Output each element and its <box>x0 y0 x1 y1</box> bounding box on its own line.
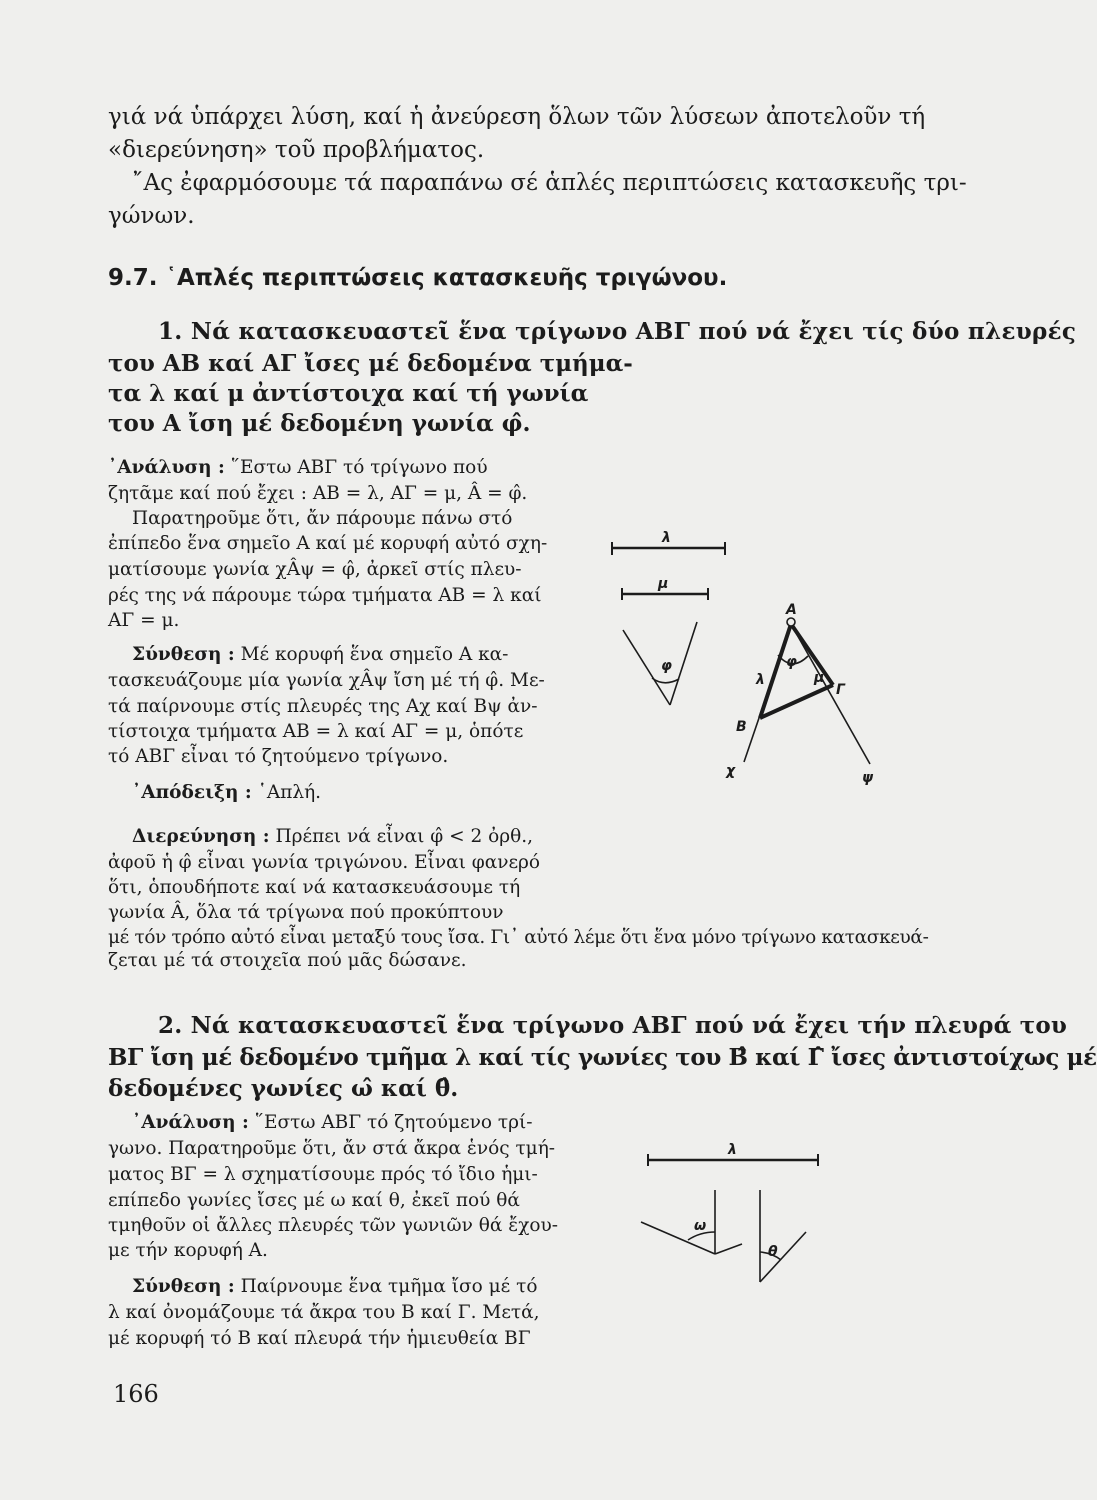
problem1-discussion-line: ζεται μέ τά στοιχεῖα πού μᾶς δώσανε. <box>108 950 467 971</box>
problem2-statement-line: δεδομένες γωνίες ω̂ καί θ̂. <box>108 1075 459 1102</box>
intro-line: γώνων. <box>108 203 195 229</box>
problem1-synthesis-line: Σύνθεση : Μέ κορυφή ἕνα σημεῖο Α κα- <box>132 644 509 665</box>
label-omega: ω <box>694 1218 707 1234</box>
label-mu-triangle: μ <box>814 670 825 686</box>
problem1-discussion-line: Διερεύνηση : Πρέπει νά εἶναι φ̂ < 2 ὀρθ., <box>132 826 534 847</box>
label-x: χ <box>726 763 736 779</box>
problem1-analysis-line: ᾿Ανάλυση : ῞Εστω ΑΒΓ τό τρίγωνο πού <box>108 457 488 478</box>
problem2-statement-line: ΒΓ ἴση μέ δεδομένο τμῆμα λ καί τίς γωνίες του Β̂ καί Γ̂ ἴσες ἀντιστοίχως μέ <box>108 1044 1097 1071</box>
problem1-synthesis-line: τίστοιχα τμήματα ΑΒ = λ καί ΑΓ = μ, ὁπότε <box>108 721 524 742</box>
problem1-synthesis-line: τασκευάζουμε μία γωνία χÂψ ἴση μέ τή φ̂. Με- <box>108 670 545 691</box>
problem2-synthesis-line: λ καί ὀνομάζουμε τά ἄκρα του Β καί Γ. Μετά, <box>108 1302 540 1323</box>
label-theta: θ <box>768 1244 778 1260</box>
angle-theta-side <box>760 1232 806 1282</box>
problem1-statement-line: τα λ καί μ ἀντίστοιχα καί τή γωνία <box>108 380 589 407</box>
label-B: Β <box>736 719 747 735</box>
label-lambda-2: λ <box>728 1142 737 1158</box>
problem1-proof-line: ᾿Απόδειξη : ῾Απλή. <box>132 782 322 803</box>
label-lambda-triangle: λ <box>756 672 765 688</box>
problem1-discussion-line: ἀφοῦ ἡ φ̂ εἶναι γωνία τριγώνου. Εἶναι φανερό <box>108 852 541 873</box>
analysis-label: ᾿Ανάλυση : <box>108 457 225 478</box>
angle-omega-tail <box>715 1244 742 1254</box>
problem1-statement-line: 1. Νά κατασκευαστεῖ ἕνα τρίγωνο ΑΒΓ πού νά ἔχει τίς δύο πλευρές <box>158 318 1077 345</box>
label-phi-triangle: φ <box>786 654 797 670</box>
problem1-statement-line: του Α ἴση μέ δεδομένη γωνία φ̂. <box>108 410 531 437</box>
label-psi: ψ <box>862 770 874 786</box>
page-number: 166 <box>113 1380 159 1408</box>
label-A: Α <box>786 602 797 618</box>
problem2-analysis-line: ματος ΒΓ = λ σχηματίσουμε πρός τό ἴδιο ἡμι- <box>108 1164 538 1185</box>
problem2-synthesis-line: Σύνθεση : Παίρνουμε ἕνα τμῆμα ἴσο μέ τό <box>132 1276 538 1297</box>
problem2-analysis-line: επίπεδο γωνίες ἴσες μέ ω καί θ, ἐκεῖ πού θά <box>108 1190 520 1211</box>
problem2-analysis-line: ᾿Ανάλυση : ῞Εστω ΑΒΓ τό ζητούμενο τρί- <box>132 1112 533 1133</box>
synthesis-label: Σύνθεση : <box>132 1276 235 1297</box>
problem2-analysis-line: με τήν κορυφή Α. <box>108 1240 268 1261</box>
label-G: Γ <box>836 682 845 698</box>
problem1-analysis-line: ζητᾶμε καί πού ἔχει : ΑΒ = λ, ΑΓ = μ, Â = φ̂. <box>108 483 528 504</box>
label-lambda: λ <box>662 530 671 546</box>
problem1-discussion-line: μέ τόν τρόπο αὐτό εἶναι μεταξύ τους ἴσα. Γι᾿ αὐτό λέμε ὅτι ἕνα μόνο τρίγωνο κατασκευά- <box>108 927 929 948</box>
problem2-analysis-line: γωνο. Παρατηροῦμε ὅτι, ἄν στά ἄκρα ἑνός τμή- <box>108 1138 556 1159</box>
problem1-synthesis-line: τό ΑΒΓ εἶναι τό ζητούμενο τρίγωνο. <box>108 746 449 767</box>
problem2-analysis-line: τμηθοῦν οἱ ἄλλες πλευρές τῶν γωνιῶν θά ἔχου- <box>108 1215 559 1236</box>
discussion-label: Διερεύνηση : <box>132 826 270 847</box>
problem2-synthesis-line: μέ κορυφή τό Β καί πλευρά τήν ἡμιευθεία ΒΓ <box>108 1328 531 1349</box>
problem1-statement-line: του ΑΒ καί ΑΓ ἴσες μέ δεδομένα τμήμα- <box>108 350 633 377</box>
problem1-analysis-line: ματίσουμε γωνία χÂψ = φ̂, ἀρκεῖ στίς πλευ- <box>108 559 522 580</box>
problem1-analysis-line: ἐπίπεδο ἕνα σημεῖο Α καί μέ κορυφή αὐτό σχη- <box>108 533 548 554</box>
intro-line: γιά νά ὑπάρχει λύση, καί ἡ ἀνεύρεση ὅλων τῶν λύσεων ἀποτελοῦν τή <box>108 104 926 130</box>
problem1-analysis-line: ΑΓ = μ. <box>108 610 180 631</box>
section-heading: 9.7. ῾Απλές περιπτώσεις κατασκευῆς τριγώνου. <box>108 265 728 291</box>
label-phi: φ <box>661 658 672 674</box>
problem1-discussion-line: γωνία Â, ὅλα τά τρίγωνα πού προκύπτουν <box>108 902 504 923</box>
problem1-synthesis-line: τά παίρνουμε στίς πλευρές της Αχ καί Βψ ἀν- <box>108 696 538 717</box>
analysis-label: ᾿Ανάλυση : <box>132 1112 249 1133</box>
intro-line: ῎Ας ἐφαρμόσουμε τά παραπάνω σέ ἁπλές περιπτώσεις κατασκευῆς τρι- <box>132 170 967 196</box>
synthesis-label: Σύνθεση : <box>132 644 235 665</box>
problem1-discussion-line: ὅτι, ὁπουδήποτε καί νά κατασκευάσουμε τή <box>108 877 521 898</box>
intro-line: «διερεύνηση» τοῦ προβλήματος. <box>108 137 485 163</box>
proof-label: ᾿Απόδειξη : <box>132 782 252 803</box>
problem1-analysis-line: ρές της νά πάρουμε τώρα τμήματα ΑΒ = λ καί <box>108 585 542 606</box>
problem2-statement-line: 2. Νά κατασκευαστεῖ ἕνα τρίγωνο ΑΒΓ πού νά ἔχει τήν πλευρά του <box>158 1012 1068 1039</box>
problem1-analysis-line: Παρατηροῦμε ὅτι, ἄν πάρουμε πάνω στό <box>132 508 513 529</box>
label-mu: μ <box>658 576 669 592</box>
